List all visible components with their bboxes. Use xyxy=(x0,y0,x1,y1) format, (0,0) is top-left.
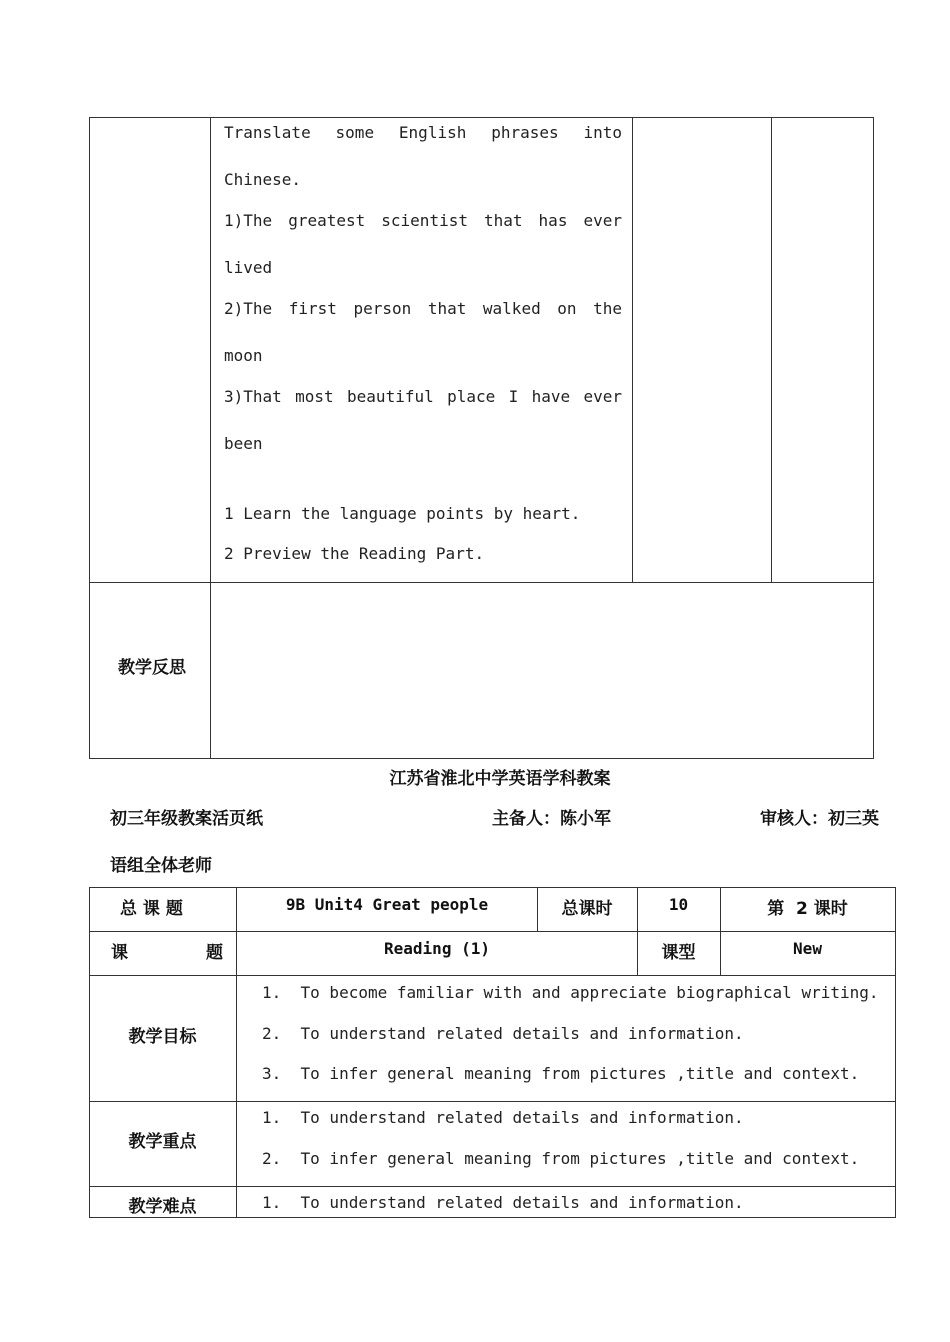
topic-value: 9B Unit4 Great people xyxy=(285,895,489,914)
reflection-label: 教学反思 xyxy=(118,658,186,678)
phrase-1-line2: lived xyxy=(224,258,273,277)
phrase-2-line2: moon xyxy=(224,346,263,365)
objectives-label: 教学目标 xyxy=(128,1027,197,1047)
key-point-1: 1. To understand related details and information. xyxy=(262,1108,744,1127)
total-periods-label: 总课时 xyxy=(561,899,613,919)
phrase-3-line1: 3)That most beautiful place I have ever xyxy=(224,387,622,406)
lesson-value: Reading (1) xyxy=(384,939,490,958)
homework-1: 1 Learn the language points by heart. xyxy=(224,504,581,523)
objective-1: 1. To become familiar with and appreciate biographical writing. xyxy=(262,983,879,1002)
lesson-label-a: 课 xyxy=(111,943,128,963)
topic-label: 总 课 题 xyxy=(120,899,183,919)
period-label: 第 2 课时 xyxy=(767,899,848,919)
preparer: 主备人：陈小军 xyxy=(492,809,611,829)
translate-intro-line2: Chinese. xyxy=(224,170,302,189)
phrase-3-line2: been xyxy=(224,434,263,453)
total-periods-value: 10 xyxy=(668,895,689,914)
reviewer-line1: 审核人：初三英 xyxy=(760,809,879,829)
grade-label: 初三年级教案活页纸 xyxy=(110,809,263,829)
phrase-2-line1: 2)The first person that walked on the xyxy=(224,299,622,318)
page-title: 江苏省淮北中学英语学科教案 xyxy=(389,769,611,789)
phrase-1-line1: 1)The greatest scientist that has ever xyxy=(224,211,622,230)
type-value: New xyxy=(793,939,822,958)
type-label: 课型 xyxy=(661,943,696,963)
lesson-label-b: 题 xyxy=(206,943,223,963)
objective-2: 2. To understand related details and information. xyxy=(262,1024,744,1043)
translate-intro-line1: Translate some English phrases into xyxy=(224,123,622,142)
key-points-label: 教学重点 xyxy=(128,1132,197,1152)
objective-3: 3. To infer general meaning from pictures ,title and context. xyxy=(262,1064,860,1083)
homework-2: 2 Preview the Reading Part. xyxy=(224,544,485,563)
reviewer-line2: 语组全体老师 xyxy=(110,856,212,876)
key-point-2: 2. To infer general meaning from pictures ,title and context. xyxy=(262,1149,860,1168)
difficulties-label: 教学难点 xyxy=(128,1197,197,1217)
difficulty-1: 1. To understand related details and information. xyxy=(262,1193,744,1212)
